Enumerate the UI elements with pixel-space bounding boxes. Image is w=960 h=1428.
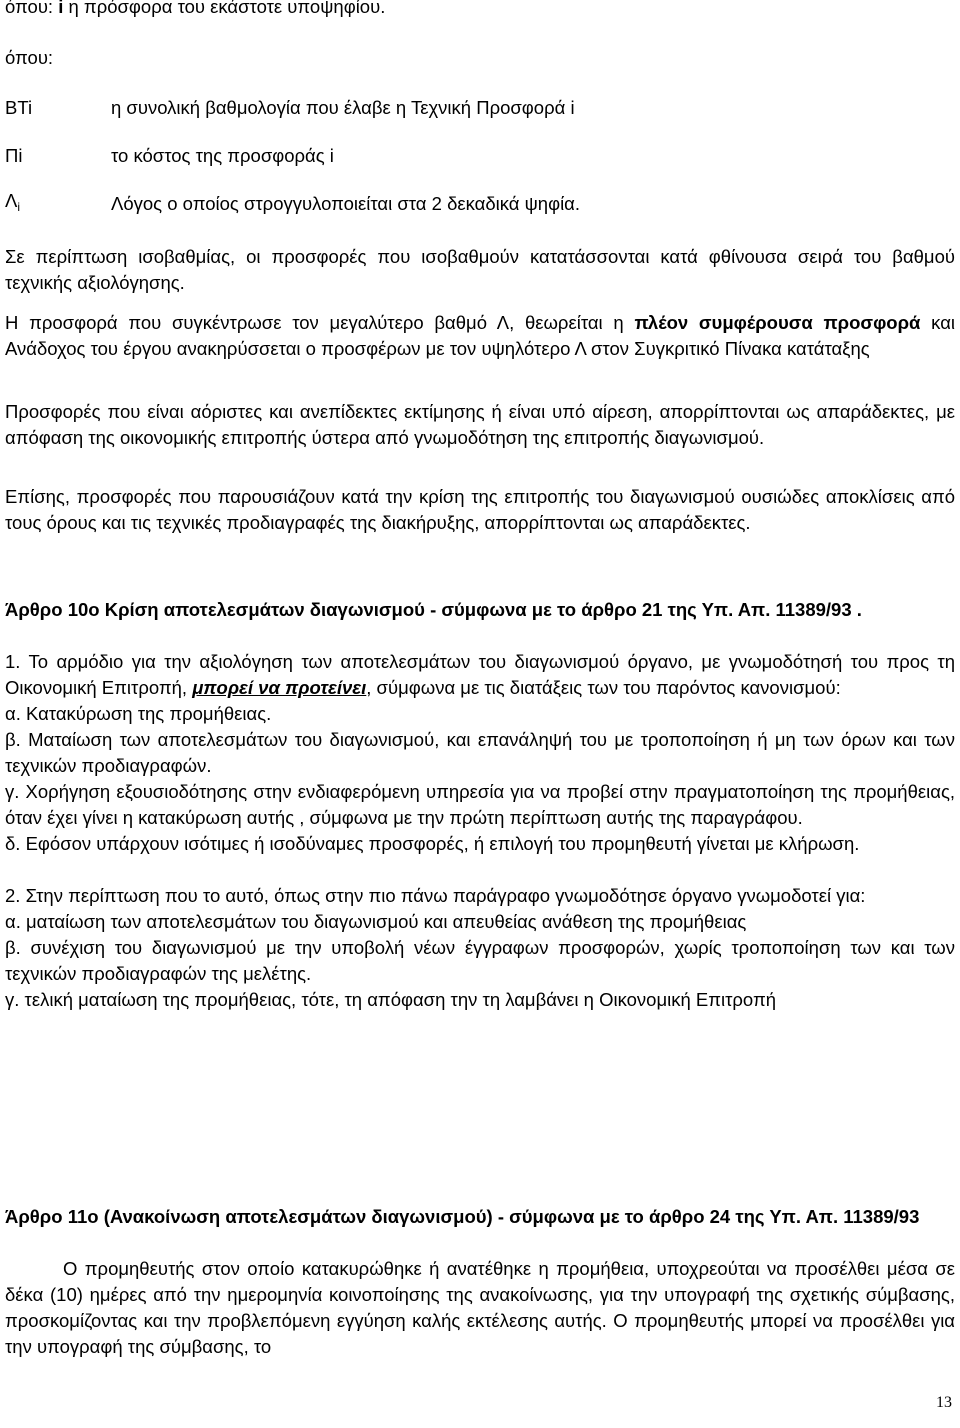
article-10-heading: Άρθρο 10ο Κρίση αποτελεσμάτων διαγωνισμού - σύμφωνα με το άρθρο 21 της Υπ. Απ. 11389/93 . bbox=[5, 599, 862, 620]
article-10-paragraph-1: 1. Το αρμόδιο για την αξιολόγηση των αποτελεσμάτων του διαγωνισμού όργανο, με γνωμοδότησή του προς τη Οικονομική Επιτροπή, μπορεί να προτείνει, σύμφωνα με τις διατάξεις των του παρόντος κανονισμού: bbox=[5, 651, 955, 698]
article-11-body: Ο προμηθευτής στον οποίο κατακυρώθηκε ή ανατέθηκε η προμήθεια, υποχρεούται να προσέλθει μέσα σε δέκα (10) ημέρες από την ημερομηνία κοινοποίησης της ανακοίνωσης, για την υπογραφή της σχετικής σύμβασης, προσκομίζοντας και την προβλεπόμενη εγγύηση καλής εκτέλεσης αυτής. Ο προμηθευτής μπορεί να προσέλθει για την υπογραφή της σύμβασης, το bbox=[5, 1258, 955, 1357]
list-item: γ. τελική ματαίωση της προμήθειας, τότε, τη απόφαση την τη λαμβάνει η Οικονομική Επιτροπή bbox=[5, 989, 777, 1010]
definition-row bbox=[5, 180, 955, 228]
list-item: δ. Εφόσον υπάρχουν ισότιμες ή ισοδύναμες προσφορές, ή επιλογή του προμηθευτή γίνεται με κλήρωση. bbox=[5, 833, 860, 854]
article-10-paragraph-2: 2. Στην περίπτωση που το αυτό, όπως στην πιο πάνω παράγραφο γνωμοδότησε όργανο γνωμοδοτεί για: bbox=[5, 885, 866, 906]
list-item: α. ματαίωση των αποτελεσμάτων του διαγωνισμού και απευθείας ανάθεση της προμήθειας bbox=[5, 911, 747, 932]
page-number: 13 bbox=[936, 1394, 952, 1411]
definition-text: Λόγος ο οποίος στρογγυλοποιείται στα 2 δεκαδικά ψηφία. bbox=[111, 193, 581, 214]
definitions-list bbox=[5, 84, 955, 228]
tie-paragraph: Σε περίπτωση ισοβαθμίας, οι προσφορές που ισοβαθμούν κατατάσσονται κατά φθίνουσα σειρά του βαθμού τεχνικής αξιολόγησης. bbox=[5, 246, 955, 293]
list-item: β. Ματαίωση των αποτελεσμάτων του διαγωνισμού, και επανάληψή του με τροποποίηση ή μη των όρων και των τεχνικών προδιαγραφών. bbox=[5, 729, 955, 776]
article-10-body bbox=[5, 649, 955, 1013]
rejected-paragraph-2: Επίσης, προσφορές που παρουσιάζουν κατά την κρίση της επιτροπής του διαγωνισμού ουσιώδες αποκλίσεις από τους όρους και τις τεχνικές προδιαγραφές της διακήρυξης, απορρίπτονται ως απαράδεκτες. bbox=[5, 486, 955, 533]
list-item: α. Κατακύρωση της προμήθειας. bbox=[5, 703, 272, 724]
intro-line-1: όπου: i η πρόσφορα του εκάστοτε υποψηφίου. bbox=[5, 0, 386, 17]
best-offer-paragraph: Η προσφορά που συγκέντρωσε τον μεγαλύτερο βαθμό Λ, θεωρείται η πλέον συμφέρουσα προσφορά και Ανάδοχος του έργου ανακηρύσσεται ο προσφέρων με τον υψηλότερο Λ στον Συγκριτικό Πίνακα κατάταξης bbox=[5, 312, 955, 359]
definition-symbol: BTi bbox=[5, 97, 33, 118]
list-item: β. συνέχιση του διαγωνισμού με την υποβολή νέων έγγραφων προσφορών, χωρίς τροποποίηση των και των τεχνικών προδιαγραφών της μελέτης. bbox=[5, 937, 955, 984]
definition-symbol: Πi bbox=[5, 145, 23, 166]
definition-symbol: $\Lambda_i$ bbox=[5, 190, 21, 214]
definition-row bbox=[5, 84, 955, 132]
article-11-heading: Άρθρο 11ο (Ανακοίνωση αποτελεσμάτων διαγωνισμού) - σύμφωνα με το άρθρο 24 της Υπ. Απ. 11389/93 bbox=[5, 1206, 920, 1227]
rejected-paragraph-1: Προσφορές που είναι αόριστες και ανεπίδεκτες εκτίμησης ή είναι υπό αίρεση, απορρίπτονται ως απαράδεκτες, με απόφαση της οικονομικής επιτροπής ύστερα από γνωμοδότηση της επιτροπής διαγωνισμού. bbox=[5, 401, 955, 448]
definition-text: το κόστος της προσφοράς i bbox=[111, 145, 334, 166]
intro-line-2: όπου: bbox=[5, 47, 54, 68]
list-item: γ. Χορήγηση εξουσιοδότησης στην ενδιαφερόμενη υπηρεσία για να προβεί στην πραγματοποίηση της προμήθειας, όταν έχει γίνει η κατακύρωση αυτής , σύμφωνα με την πρώτη περίπτωση αυτής της παραγράφου. bbox=[5, 781, 955, 828]
definition-text: η συνολική βαθμολογία που έλαβε η Τεχνική Προσφορά i bbox=[111, 97, 575, 118]
definition-row bbox=[5, 132, 955, 180]
